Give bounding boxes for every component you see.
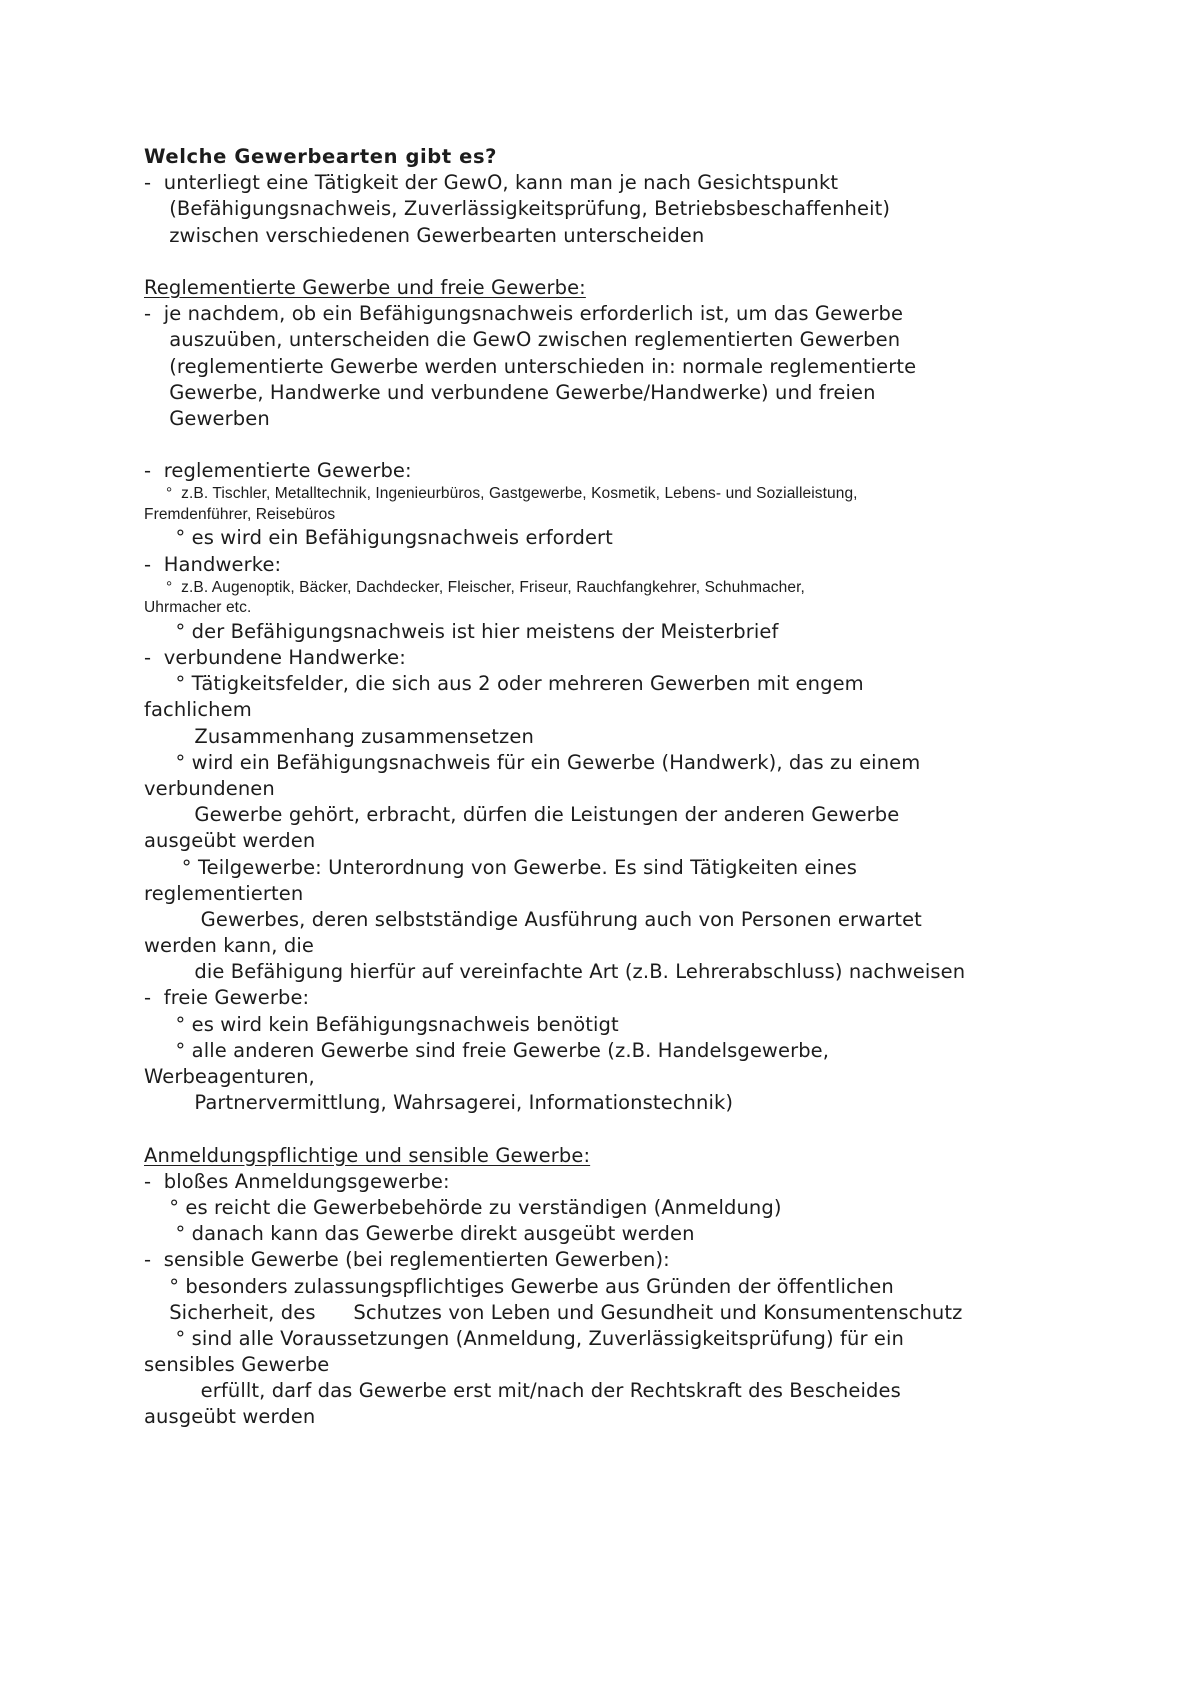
bullet-point: Gewerbe gehört, erbracht, dürfen die Leistungen der anderen Gewerbe	[144, 803, 900, 827]
list-line: - bloßes Anmeldungsgewerbe:	[144, 1169, 450, 1193]
list-item-verbundene: - verbundene Handwerke:	[144, 646, 406, 669]
document-body	[144, 144, 1084, 1431]
page-title: Welche Gewerbearten gibt es?	[144, 145, 498, 168]
list-line: Sicherheit, des Schutzes von Leben und Gesundheit und Konsumentenschutz	[144, 1300, 963, 1324]
list-line: ° danach kann das Gewerbe direkt ausgeübt werden	[144, 1222, 695, 1246]
section-heading-reglementiert: Reglementierte Gewerbe und freie Gewerbe:	[144, 275, 586, 299]
list-item-reglementiert: - reglementierte Gewerbe:	[144, 459, 412, 483]
bullet-point: die Befähigung hierfür auf vereinfachte Art (z.B. Lehrerabschluss) nachweisen	[144, 960, 966, 984]
list-line: - sensible Gewerbe (bei reglementierten Gewerben):	[144, 1248, 670, 1272]
bullet-point: fachlichem	[144, 698, 252, 722]
bullet-point: werden kann, die	[144, 934, 314, 958]
bullet-point: verbundenen	[144, 776, 275, 800]
intro-line: (Befähigungsnachweis, Zuverlässigkeitsprüfung, Betriebsbeschaffenheit)	[144, 197, 891, 221]
list-item-frei: - freie Gewerbe:	[144, 986, 310, 1010]
list-line: ° besonders zulassungspflichtiges Gewerbe aus Gründen der öffentlichen	[144, 1274, 894, 1298]
bullet-point: Zusammenhang zusammensetzen	[144, 724, 534, 748]
examples-line: ° z.B. Augenoptik, Bäcker, Dachdecker, Fleischer, Friseur, Rauchfangkehrer, Schuhmacher,	[144, 578, 805, 596]
bullet-point: ° alle anderen Gewerbe sind freie Gewerbe (z.B. Handelsgewerbe,	[144, 1038, 830, 1062]
intro-line: - unterliegt eine Tätigkeit der GewO, kann man je nach Gesichtspunkt	[144, 171, 839, 195]
spacer	[144, 432, 1084, 458]
bullet-point: Partnervermittlung, Wahrsagerei, Informationstechnik)	[144, 1091, 734, 1115]
examples-line: Fremdenführer, Reisebüros	[144, 505, 336, 523]
section-heading-anmeldung: Anmeldungspflichtige und sensible Gewerbe:	[144, 1143, 591, 1167]
bullet-point: ° Teilgewerbe: Unterordnung von Gewerbe. Es sind Tätigkeiten eines	[144, 855, 857, 879]
intro-line: zwischen verschiedenen Gewerbearten unterscheiden	[144, 223, 705, 247]
paragraph-line: Gewerbe, Handwerke und verbundene Gewerbe/Handwerke) und freien	[144, 380, 876, 404]
bullet-point: reglementierten	[144, 881, 304, 905]
list-line: ausgeübt werden	[144, 1405, 316, 1429]
paragraph-line: auszuüben, unterscheiden die GewO zwischen reglementierten Gewerben	[144, 328, 901, 352]
examples-line: Uhrmacher etc.	[144, 599, 252, 617]
paragraph-line: (reglementierte Gewerbe werden unterschieden in: normale reglementierte	[144, 354, 917, 378]
list-line: ° es reicht die Gewerbebehörde zu verständigen (Anmeldung)	[144, 1195, 782, 1219]
examples-line: ° z.B. Tischler, Metalltechnik, Ingenieurbüros, Gastgewerbe, Kosmetik, Lebens- und Sozialleistung,	[144, 485, 858, 503]
paragraph-line: Gewerben	[144, 406, 270, 430]
bullet-point: ° es wird kein Befähigungsnachweis benötigt	[144, 1012, 619, 1036]
list-line: sensibles Gewerbe	[144, 1353, 330, 1377]
bullet-point: Gewerbes, deren selbstständige Ausführung auch von Personen erwartet	[144, 907, 922, 931]
spacer	[144, 249, 1084, 275]
bullet-point: ° wird ein Befähigungsnachweis für ein Gewerbe (Handwerk), das zu einem	[144, 750, 921, 774]
bullet-point: Werbeagenturen,	[144, 1065, 315, 1088]
list-line: ° sind alle Voraussetzungen (Anmeldung, Zuverlässigkeitsprüfung) für ein	[144, 1326, 904, 1350]
list-item-handwerke: - Handwerke:	[144, 552, 282, 576]
bullet-point: ° es wird ein Befähigungsnachweis erfordert	[144, 526, 613, 550]
spacer	[144, 1116, 1084, 1142]
bullet-point: ° der Befähigungsnachweis ist hier meistens der Meisterbrief	[144, 619, 779, 643]
list-line: erfüllt, darf das Gewerbe erst mit/nach der Rechtskraft des Bescheides	[144, 1379, 901, 1403]
bullet-point: ° Tätigkeitsfelder, die sich aus 2 oder mehreren Gewerben mit engem	[144, 672, 864, 696]
paragraph-line: - je nachdem, ob ein Befähigungsnachweis erforderlich ist, um das Gewerbe	[144, 302, 904, 326]
bullet-point: ausgeübt werden	[144, 829, 316, 853]
